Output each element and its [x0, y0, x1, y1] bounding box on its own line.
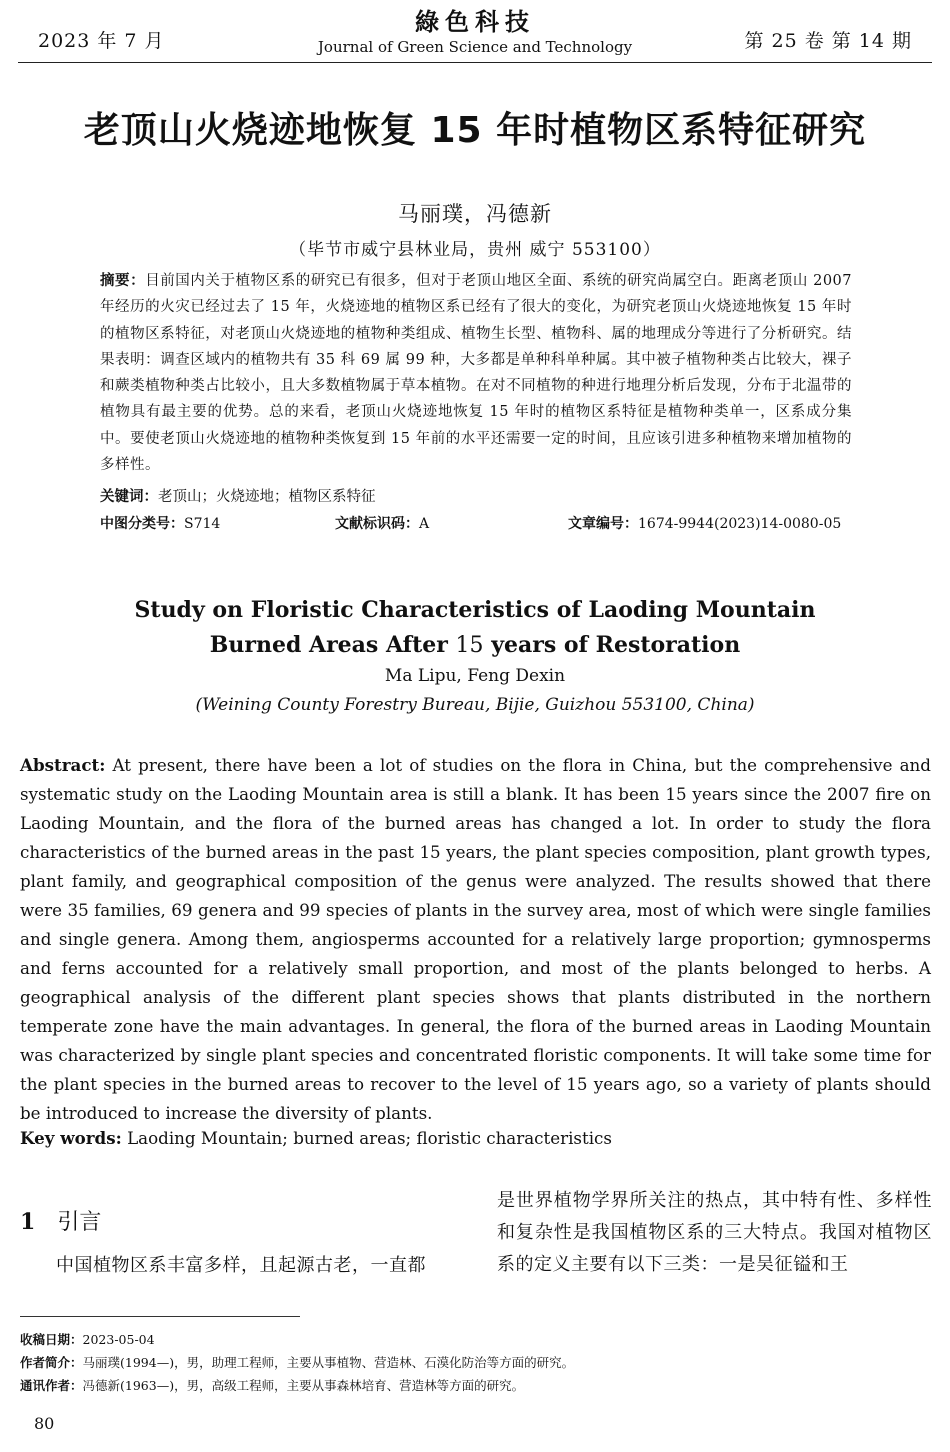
section-title: 引言 — [57, 1210, 102, 1235]
authors-cn: 马丽璞，冯德新 — [398, 202, 552, 226]
doc-label: 文献标识码： — [335, 516, 419, 532]
received-label: 收稿日期： — [20, 1332, 83, 1347]
abstract-cn-text: 目前国内关于植物区系的研究已有很多，但对于老顶山地区全面、系统的研究尚属空白。距离老顶山 2007 年经历的火灾已经过去了 15 年，火烧迹地的植物区系已经有了很大的变化，为研究老顶山火烧迹地恢复 15 年时的植物区系特征，对老顶山火烧迹地的植物种类组成、植物生长型、植物科、属的地理成分等进行了分析研究。结果表明：调查区域内的植物共有 35 科 69 属 99 种，大多都是单种科单种属。其中被子植物种类占比较大，裸子和蕨类植物种类占比较小，且大多数植物属于草本植物。在对不同植物的种进行地理分析后发现，分布于北温带的植物具有最主要的优势。总的来看，老顶山火烧迹地恢复 15 年时的植物区系特征是植物种类单一，区系成分集中。要使老顶山火烧迹地的植物种类恢复到 15 年前的水平还需要一定的时间，且应该引进多种植物来增加植物的多样性。 — [100, 273, 852, 474]
corr-value: 冯德新(1963—)，男，高级工程师，主要从事森林培育、营造林等方面的研究。 — [82, 1378, 525, 1393]
title-en-line2-part2: years of Restoration — [483, 632, 741, 658]
abstract-en-text: At present, there have been a lot of studies on the flora in China, but the comprehensive and systematic study on the Laoding Mountain area is still a blank. It has been 15 years since the 2007 fire on Laoding Mountain, and the flora of the burned areas has changed a lot. In order to study the flora characteristics of the burned areas in the past 15 years, the plant species composition, plant growth types, plant family, and geographical composition of the genus were analyzed. The results showed that there were 35 families, 69 genera and 99 species of plants in the survey area, most of which were single families and single genera. Among them, angiosperms accounted for a relatively large proportion; gymnosperms and ferns accounted for a relatively small proportion, and most of the plants belonged to herbs. A geographical analysis of the different plant species shows that plants distributed in the northern temperate zone have the main advantages. In general, the flora of the burned areas in Laoding Mountain was characterized by single plant species and concentrated floristic components. It will take some time for the plant species in the burned areas to recover to the level of 15 years ago, so a variety of plants should be introduced to increase the diversity of plants. — [20, 755, 931, 1123]
received-value: 2023-05-04 — [82, 1332, 155, 1347]
affiliation-en: (Weining County Forestry Bureau, Bijie, Guizhou 553100, China) — [195, 695, 755, 715]
document-code — [335, 513, 429, 533]
title-en-line2-part1: Burned Areas After — [209, 632, 456, 658]
abstract-cn — [100, 268, 852, 478]
keywords-en-label: Key words: — [20, 1128, 122, 1148]
title-en-line2-number: 15 — [455, 633, 484, 658]
section-number: 1 — [20, 1209, 36, 1235]
abstract-cn-label: 摘要： — [100, 273, 146, 289]
title-en-line2 — [0, 628, 950, 663]
keywords-cn-label: 关键词： — [100, 489, 158, 505]
title-cn: 老顶山火烧迹地恢复 15 年时植物区系特征研究 — [83, 110, 867, 151]
footnote-rule — [20, 1316, 300, 1317]
abstract-en — [20, 751, 931, 1128]
clc-number — [100, 513, 220, 533]
bio-value: 马丽璞(1994—)，男，助理工程师，主要从事植物、营造林、石漠化防治等方面的研究。 — [82, 1355, 575, 1370]
page-number: 80 — [34, 1414, 55, 1433]
header-date: 2023 年 7 月 — [38, 30, 165, 52]
journal-name-en: Journal of Green Science and Technology — [317, 38, 633, 56]
affiliation-cn: （毕节市威宁县林业局，贵州 威宁 553100） — [289, 240, 661, 260]
keywords-cn — [100, 485, 376, 506]
title-en — [0, 593, 950, 663]
clc-label: 中图分类号： — [100, 516, 184, 532]
article-value: 1674-9944(2023)14-0080-05 — [638, 516, 842, 532]
clc-value: S714 — [184, 516, 221, 532]
footnote-corresponding — [20, 1376, 524, 1394]
bio-label: 作者简介： — [20, 1355, 83, 1370]
footnote-received — [20, 1330, 155, 1348]
abstract-en-label: Abstract: — [20, 755, 106, 775]
journal-name-cn: 綠色科技 — [415, 7, 535, 36]
title-en-line1: Study on Floristic Characteristics of Laoding Mountain — [134, 597, 816, 623]
body-right-column: 是世界植物学界所关注的热点，其中特有性、多样性和复杂性是我国植物区系的三大特点。我国对植物区系的定义主要有以下三类：一是吴征镒和王 — [497, 1190, 932, 1275]
header-volume-issue: 第 25 卷 第 14 期 — [744, 30, 912, 52]
keywords-en-text: Laoding Mountain; burned areas; floristic characteristics — [121, 1128, 612, 1148]
authors-en: Ma Lipu, Feng Dexin — [384, 666, 566, 686]
keywords-cn-text: 老顶山；火烧迹地；植物区系特征 — [158, 489, 376, 505]
article-number — [568, 513, 841, 533]
section-heading — [20, 1205, 101, 1236]
header-rule — [18, 62, 932, 63]
keywords-en — [20, 1128, 612, 1148]
doc-value: A — [419, 516, 430, 532]
corr-label: 通讯作者： — [20, 1378, 83, 1393]
footnote-author-bio — [20, 1353, 574, 1371]
body-left-column: 中国植物区系丰富多样，且起源古老，一直都 — [56, 1255, 426, 1276]
article-label: 文章编号： — [568, 516, 638, 532]
